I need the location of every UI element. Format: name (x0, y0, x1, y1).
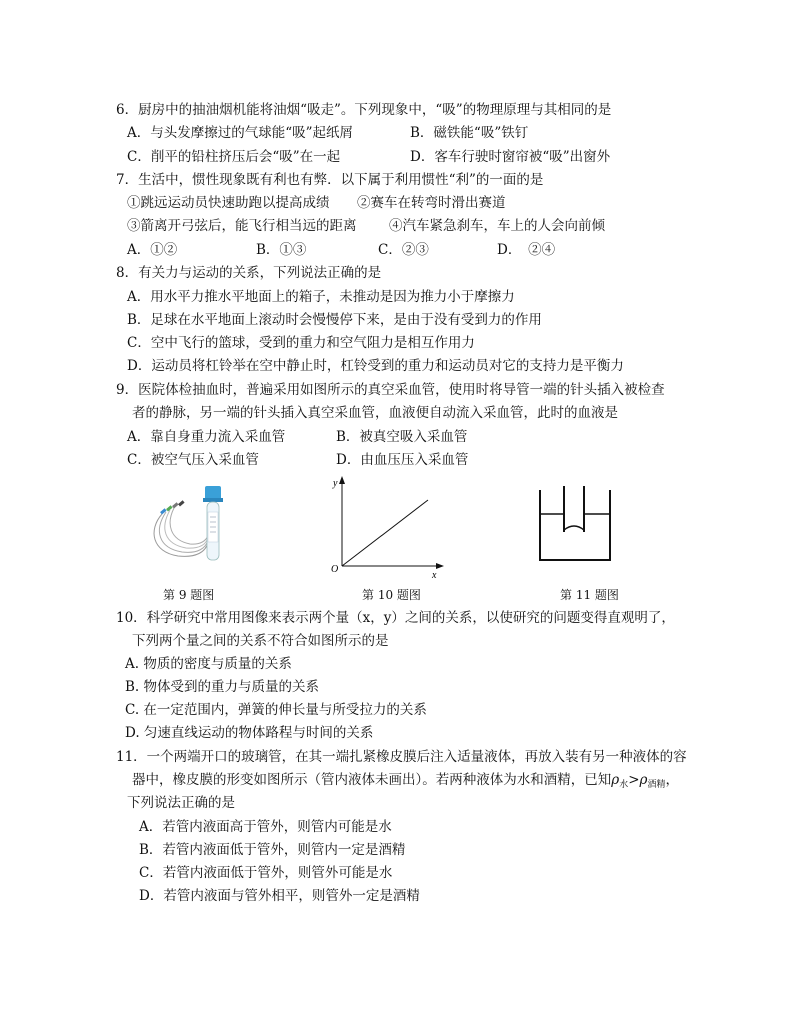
q10-option-d: D. 匀速直线运动的物体路程与时间的关系 (125, 725, 374, 741)
q8-stem: 8．有关力与运动的关系，下列说法正确的是 (116, 265, 382, 281)
q9-stem-line-2: 者的静脉，另一端的针头插入真空采血管，血液便自动流入采血管，此时的血液是 (132, 405, 618, 421)
q8-option-d: D．运动员将杠铃举在空中静止时，杠铃受到的重力和运动员对它的支持力是平衡力 (127, 358, 624, 374)
q6-option-a: A．与头发摩擦过的气球能“吸”起纸屑 (127, 125, 354, 141)
greater-than: > (628, 772, 640, 788)
tube-in-container-figure (536, 486, 614, 566)
q10-option-a: A. 物质的密度与质量的关系 (125, 656, 292, 672)
q10-stem-line-2: 下列两个量之间的关系不符合如图所示的是 (132, 633, 389, 649)
rho-alcohol-subscript: 酒精 (647, 780, 666, 790)
q8-option-a: A．用水平力推水平地面上的箱子，未推动是因为推力小于摩擦力 (127, 289, 515, 305)
proportional-graph-figure (328, 474, 448, 580)
q10-option-c: C. 在一定范围内，弹簧的伸长量与所受拉力的关系 (125, 702, 427, 718)
q9-option-b: B．被真空吸入采血管 (336, 429, 468, 445)
graph-x-label: x (432, 570, 437, 580)
q9-option-d: D．由血压压入采血管 (336, 452, 469, 468)
q7-option-c: C．②③ (378, 242, 429, 258)
q9-option-c: C．被空气压入采血管 (127, 452, 259, 468)
q11-option-d: D．若管内液面与管外相平，则管外一定是酒精 (139, 888, 420, 904)
q7-stem: 7．生活中，惯性现象既有利也有弊．以下属于利用惯性“利”的一面的是 (116, 172, 544, 188)
q11-option-b: B．若管内液面低于管外，则管内一定是酒精 (139, 842, 406, 858)
q6-option-d: D．客车行驶时窗帘被“吸”出窗外 (410, 149, 611, 165)
q11-stem-line-2 (132, 770, 679, 795)
figure-11-caption: 第 11 题图 (560, 588, 619, 602)
q6-stem: 6．厨房中的抽油烟机能将油烟“吸走”。下列现象中，“吸”的物理原理与其相同的是 (116, 102, 612, 118)
q7-option-a: A．①② (127, 242, 178, 258)
q6-option-b: B．磁铁能“吸”铁钉 (410, 125, 529, 141)
q11-stem-text: 器中，橡皮膜的形变如图所示（管内液体未画出）。若两种液体为水和酒精，已知 (132, 772, 612, 788)
figure-10-caption: 第 10 题图 (362, 588, 421, 602)
q7-option-d: D． ②④ (497, 242, 556, 258)
graph-y-label: y (333, 478, 338, 489)
q6-option-c: C．削平的铅柱挤压后会“吸”在一起 (127, 149, 341, 165)
q10-stem-line-1: 10．科学研究中常用图像来表示两个量（x，y）之间的关系，以使研究的问题变得直观明了， (116, 610, 675, 626)
rho-water: ρ (611, 772, 620, 788)
q10-option-b: B. 物体受到的重力与质量的关系 (125, 679, 320, 695)
q11-stem-comma: ， (665, 772, 679, 788)
figure-9-caption: 第 9 题图 (163, 588, 215, 602)
q11-option-a: A．若管内液面高于管外，则管内可能是水 (139, 819, 392, 835)
q7-item-2: ②赛车在转弯时滑出赛道 (357, 195, 506, 211)
q8-option-c: C．空中飞行的篮球，受到的重力和空气阻力是相互作用力 (127, 335, 475, 351)
q9-option-a: A．靠自身重力流入采血管 (127, 429, 286, 445)
q7-item-1: ①跳远运动员快速助跑以提高成绩 (127, 195, 330, 211)
vacuum-blood-tube-figure (148, 482, 238, 572)
rho-alcohol: ρ (639, 772, 648, 788)
q9-stem-line-1: 9．医院体检抽血时，普遍采用如图所示的真空采血管，使用时将导管一端的针头插入被检查 (116, 382, 665, 398)
q7-item-3: ③箭离开弓弦后，能飞行相当远的距离 (127, 218, 357, 234)
q7-option-b: B．①③ (256, 242, 307, 258)
rho-water-subscript: 水 (619, 780, 629, 790)
q11-stem-line-3: 下列说法正确的是 (127, 795, 235, 811)
q7-item-4: ④汽车紧急刹车，车上的人会向前倾 (389, 218, 605, 234)
q11-stem-line-1: 11．一个两端开口的玻璃管，在其一端扎紧橡皮膜后注入适量液体，再放入装有另一种液体的容 (116, 749, 687, 765)
graph-origin-label: O (331, 564, 339, 575)
q11-option-c: C．若管内液面低于管外，则管外可能是水 (139, 865, 393, 881)
q8-option-b: B．足球在水平地面上滚动时会慢慢停下来，是由于没有受到力的作用 (127, 312, 542, 328)
